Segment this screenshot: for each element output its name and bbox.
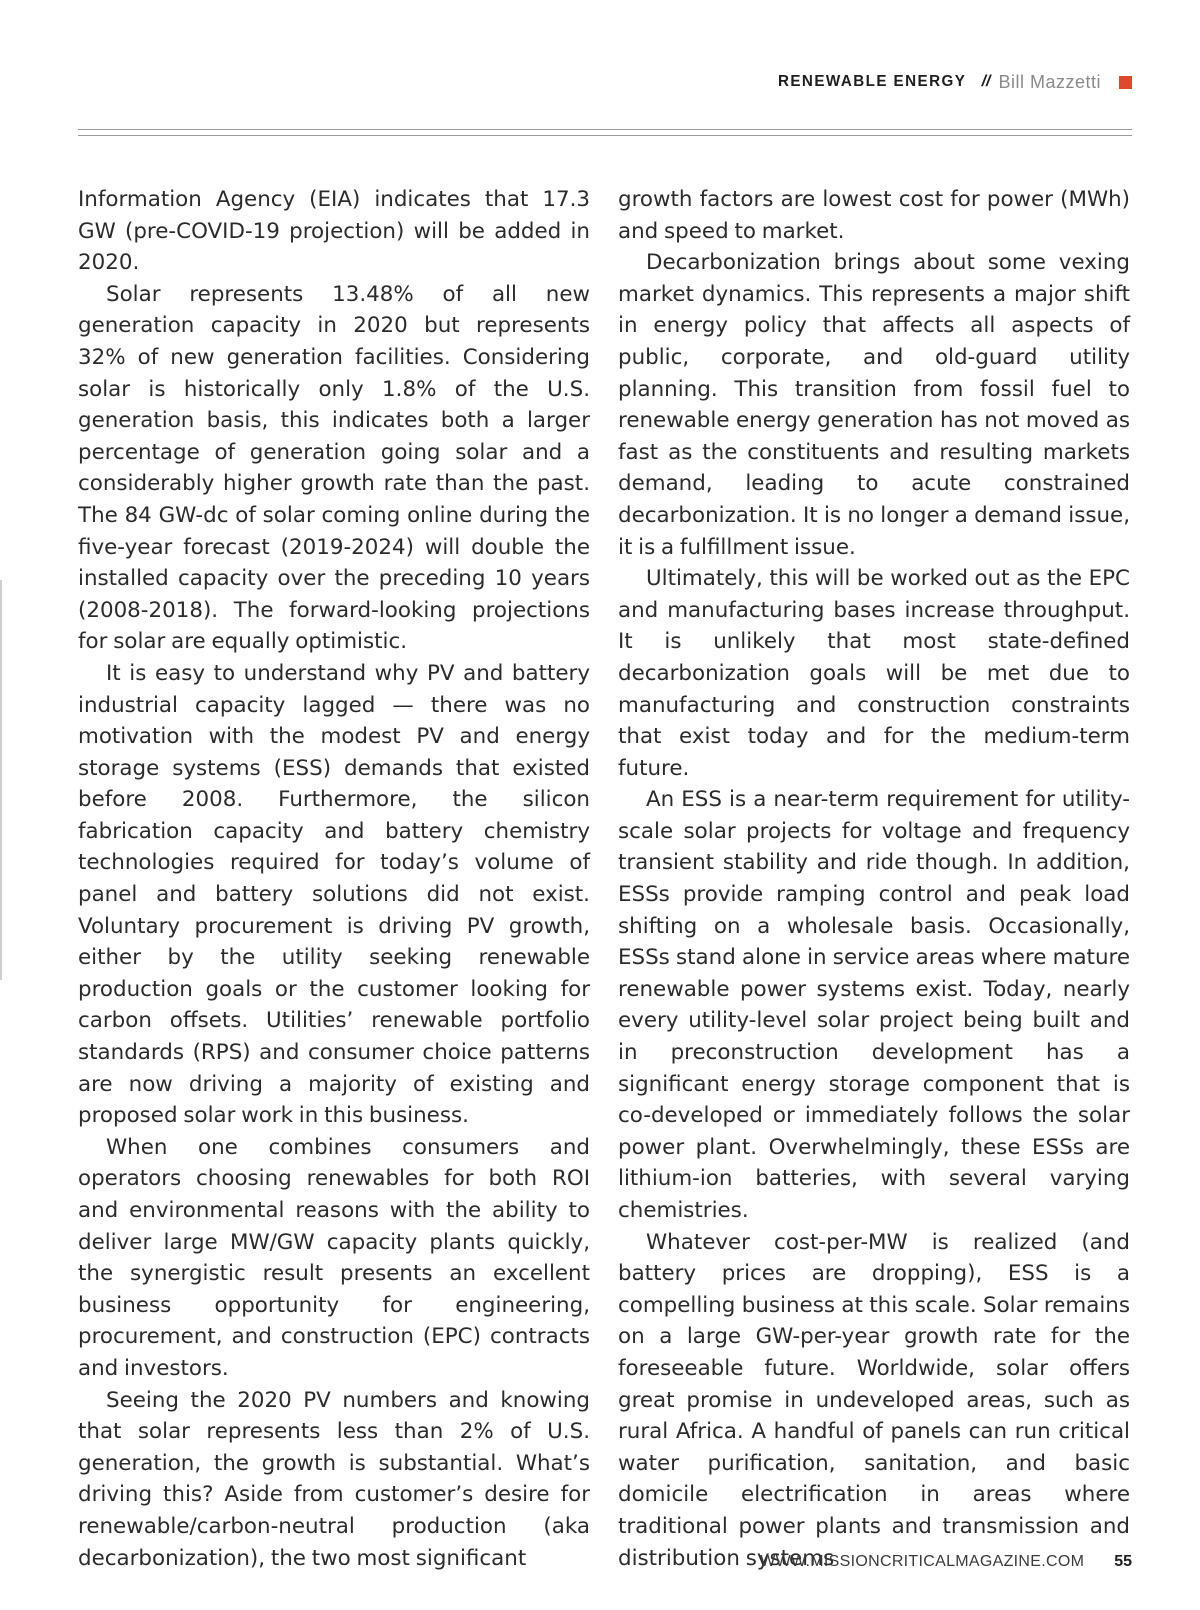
paragraph: It is easy to understand why PV and battery industrial capacity lagged — there was no motivation with the modest PV and energy storage systems (ESS) demands that existed before 2008. Furthermore, the silicon fabrication capacity and battery chemistry technologies required for today’s volume of panel and battery solutions did not exist. Voluntary procurement is driving PV growth, either by the utility seeking renewable production goals or the customer looking for carbon offsets. Utilities’ renewable portfolio standards (RPS) and consumer choice patterns are now driving a majority of existing and proposed solar work in this business. bbox=[78, 660, 590, 1129]
paragraph: An ESS is a near-term requirement for utility-scale solar projects for voltage and frequency transient stability and ride though. In addition, ESSs provide ramping control and peak load shifting on a wholesale basis. Occasionally, ESSs stand alone in service areas where mature renewable power systems exist. Today, nearly every utility-level solar project being built and in preconstruction development has a significant energy storage component that is co-developed or immediately follows the solar power plant. Overwhelmingly, these ESSs are lithium-ion batteries, with several varying chemistries. bbox=[618, 787, 1130, 1223]
running-header bbox=[773, 70, 1132, 94]
website-url: WWW.MISSIONCRITICALMAGAZINE.COM bbox=[760, 1553, 1085, 1570]
paragraph-continued: growth factors are lowest cost for power (MWh) and speed to market. bbox=[618, 187, 1130, 244]
page-edge-mark bbox=[0, 580, 2, 980]
paragraph: Seeing the 2020 PV numbers and knowing that solar represents less than 2% of U.S. generation, the growth is substantial. What’s driving this? Aside from customer’s desire for renewable/carbon-neutral production (aka decarbonization), the two most significant bbox=[78, 1387, 590, 1571]
paragraph: Solar represents 13.48% of all new generation capacity in 2020 but represents 32% of new generation facilities. Considering solar is historically only 1.8% of the U.S. generation basis, this indicates both a larger percentage of generation going solar and a considerably higher growth rate than the past. The 84 GW-dc of solar coming online during the five-year forecast (2019-2024) will double the installed capacity over the preceding 10 years (2008-2018). The forward-looking projections for solar are equally optimistic. bbox=[78, 281, 590, 655]
section-label: RENEWABLE ENERGY bbox=[778, 73, 967, 90]
header-rule-top bbox=[78, 129, 1132, 130]
article-column-left bbox=[78, 184, 590, 1574]
page-footer bbox=[760, 1553, 1132, 1571]
paragraph: When one combines consumers and operators choosing renewables for both ROI and environmental reasons with the ability to deliver large MW/GW capacity plants quickly, the synergistic result presents an excellent business opportunity for engineering, procurement, and construction (EPC) contracts and investors. bbox=[78, 1134, 590, 1381]
accent-square-icon bbox=[1119, 76, 1132, 89]
paragraph-continued: Information Agency (EIA) indicates that 17.3 GW (pre-COVID-19 projection) will be added in 2020. bbox=[78, 187, 590, 276]
header-rule-bottom bbox=[78, 135, 1132, 136]
author-name: Bill Mazzetti bbox=[998, 71, 1101, 92]
header-separator: // bbox=[981, 73, 991, 90]
page-number: 55 bbox=[1114, 1553, 1132, 1570]
paragraph: Decarbonization brings about some vexing market dynamics. This represents a major shift in energy policy that affects all aspects of public, corporate, and old-guard utility planning. This transition from fossil fuel to renewable energy generation has not moved as fast as the constituents and resulting markets demand, leading to acute constrained decarbonization. It is no longer a demand issue, it is a fulfillment issue. bbox=[618, 250, 1130, 560]
paragraph: Ultimately, this will be worked out as the EPC and manufacturing bases increase throughput. It is unlikely that most state-defined decarbonization goals will be met due to manufacturing and construction constraints that exist today and for the medium-term future. bbox=[618, 566, 1130, 781]
paragraph: Whatever cost-per-MW is realized (and battery prices are dropping), ESS is a compelling business at this scale. Solar remains on a large GW-per-year growth rate for the foreseeable future. Worldwide, solar offers great promise in undeveloped areas, such as rural Africa. A handful of panels can run critical water purification, sanitation, and basic domicile electrification in areas where traditional power plants and transmission and distribution systems bbox=[618, 1229, 1130, 1571]
article-column-right bbox=[618, 184, 1130, 1574]
